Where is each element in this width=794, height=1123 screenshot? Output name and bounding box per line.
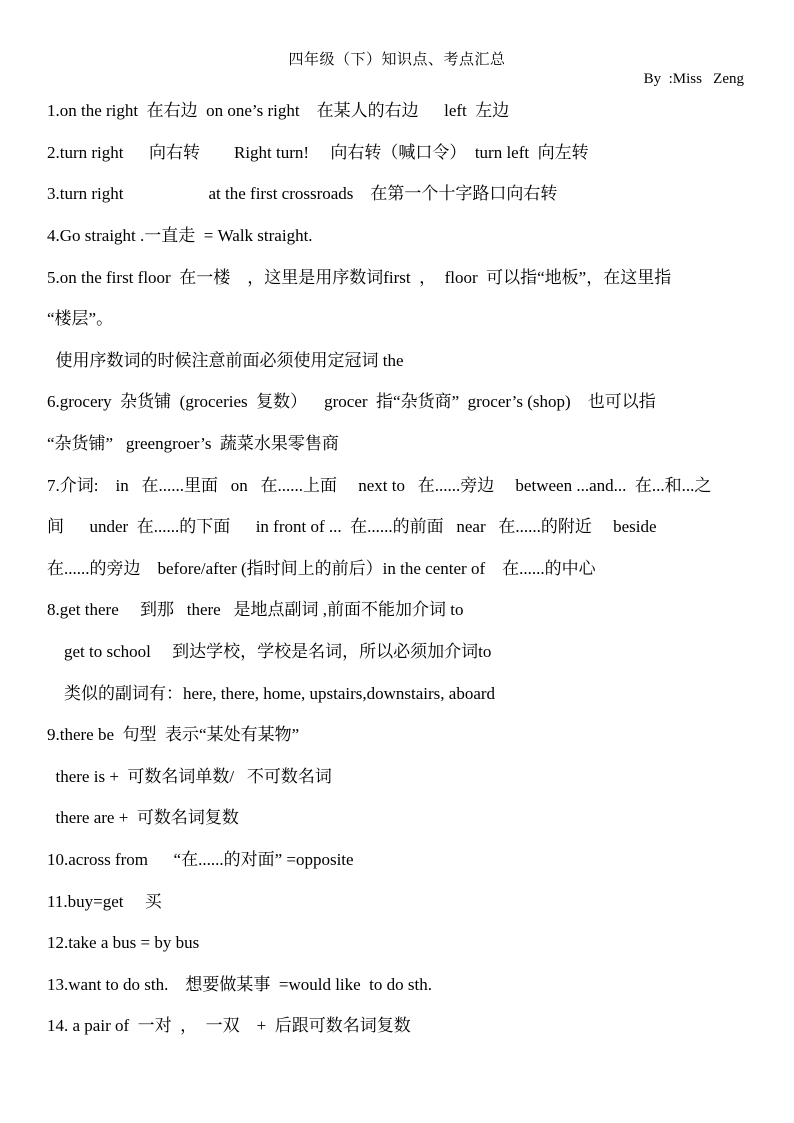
- note-line-6-cont: “杂货铺” greengroer’s 蔬菜水果零售商: [47, 434, 339, 453]
- note-line-11: 11.buy=get 买: [47, 892, 162, 911]
- note-line-7: 7.介词: in 在......里面 on 在......上面 next to 在......旁边 between ...and... 在...和...之: [47, 476, 712, 495]
- note-line-9-singular: there is + 可数名词单数/ 不可数名词: [47, 767, 332, 786]
- note-line-4: 4.Go straight .一直走 = Walk straight.: [47, 226, 313, 245]
- note-line-8-example: get to school 到达学校，学校是名词，所以必须加介词to: [47, 642, 492, 661]
- note-line-9: 9.there be 句型 表示“某处有某物”: [47, 725, 300, 744]
- note-line-8: 8.get there 到那 there 是地点副词 ,前面不能加介词 to: [47, 600, 464, 619]
- note-line-7-cont-2: 在......的旁边 before/after (指时间上的前后）in the center of 在......的中心: [47, 559, 596, 578]
- page-title: 四年级（下）知识点、考点汇总: [288, 52, 506, 68]
- note-line-10: 10.across from “在......的对面” =opposite: [47, 850, 354, 869]
- note-line-5: 5.on the first floor 在一楼 ，这里是用序数词first ， floor 可以指“地板”，在这里指: [47, 268, 672, 287]
- note-line-8-remark: 类似的副词有：here, there, home, upstairs,downstairs, aboard: [47, 684, 496, 703]
- note-line-9-plural: there are + 可数名词复数: [47, 808, 239, 827]
- note-line-14: 14. a pair of 一对 ， 一双 + 后跟可数名词复数: [47, 1016, 411, 1035]
- author-byline: By :Miss Zeng: [643, 71, 744, 87]
- note-line-6: 6.grocery 杂货铺 (groceries 复数） grocer 指“杂货商” grocer’s (shop) 也可以指: [47, 392, 656, 411]
- note-line-1: 1.on the right 在右边 on one’s right 在某人的右边 left 左边: [47, 101, 510, 120]
- note-line-7-cont: 间 under 在......的下面 in front of ... 在......的前面 near 在......的附近 beside: [47, 517, 657, 536]
- note-line-2: 2.turn right 向右转 Right turn! 向右转（喊口令） turn left 向左转: [47, 143, 589, 162]
- note-line-5-cont: “楼层”。: [47, 309, 114, 328]
- note-line-3: 3.turn right at the first crossroads 在第一个十字路口向右转: [47, 184, 558, 203]
- note-line-12: 12.take a bus = by bus: [47, 933, 200, 952]
- note-line-13: 13.want to do sth. 想要做某事 =would like to do sth.: [47, 975, 432, 994]
- note-line-5-remark: 使用序数词的时候注意前面必须使用定冠词 the: [47, 351, 404, 370]
